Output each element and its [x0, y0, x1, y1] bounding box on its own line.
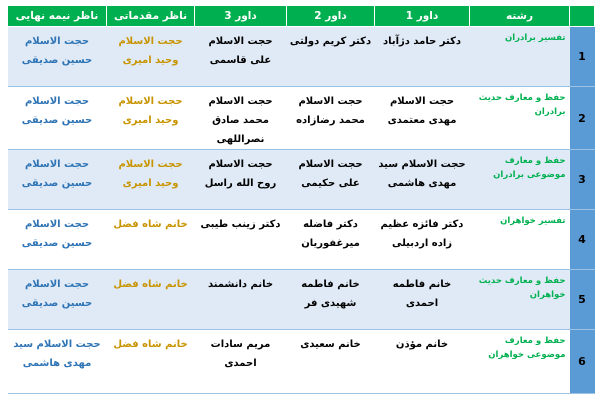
row-number: 3 — [570, 150, 595, 210]
row-number: 2 — [570, 87, 595, 150]
field-cell: حفظ و معارف حدیث خواهران — [470, 270, 570, 330]
judge3-cell: خانم دانشمند — [195, 270, 287, 330]
header-num — [570, 6, 595, 27]
judge3-cell: مریم سادات احمدی — [195, 330, 287, 394]
judge1-cell: حجت الاسلام سید مهدی هاشمی — [375, 150, 470, 210]
table-row — [8, 210, 595, 270]
semifinal-supervisor-cell: حجت الاسلام حسین صدیقی — [8, 210, 107, 270]
judge2-cell: خانم فاطمه شهیدی فر — [287, 270, 375, 330]
header-prelim-supervisor: ناظر مقدماتی — [107, 6, 195, 27]
field-cell: حفظ و معارف موضوعی برادران — [470, 150, 570, 210]
judge1-cell: خانم فاطمه احمدی — [375, 270, 470, 330]
semifinal-supervisor-cell: حجت الاسلام حسین صدیقی — [8, 150, 107, 210]
judge3-cell: دکتر زینب طیبی — [195, 210, 287, 270]
header-judge2: داور 2 — [287, 6, 375, 27]
header-semifinal-supervisor: ناظر نیمه نهایی — [8, 6, 107, 27]
judge1-cell: دکتر حامد دژآباد — [375, 27, 470, 87]
prelim-supervisor-cell: حجت الاسلام وحید امیری — [107, 87, 195, 150]
judge2-cell: حجت الاسلام محمد رضازاده — [287, 87, 375, 150]
header-judge1: داور 1 — [375, 6, 470, 27]
row-number: 6 — [570, 330, 595, 394]
judge2-cell: حجت الاسلام علی حکیمی — [287, 150, 375, 210]
field-cell: حفظ و معارف حدیث برادران — [470, 87, 570, 150]
row-number: 1 — [570, 27, 595, 87]
table-row — [8, 330, 595, 394]
prelim-supervisor-cell: خانم شاه فضل — [107, 330, 195, 394]
semifinal-supervisor-cell: حجت الاسلام سید مهدی هاشمی — [8, 330, 107, 394]
semifinal-supervisor-cell: حجت الاسلام حسین صدیقی — [8, 27, 107, 87]
row-number: 4 — [570, 210, 595, 270]
table-row — [8, 150, 595, 210]
field-cell: حفظ و معارف موضوعی خواهران — [470, 330, 570, 394]
judge3-cell: حجت الاسلام محمد صادق نصراللهی — [195, 87, 287, 150]
judge1-cell: خانم مؤذن — [375, 330, 470, 394]
row-number: 5 — [570, 270, 595, 330]
table-row — [8, 270, 595, 330]
semifinal-supervisor-cell: حجت الاسلام حسین صدیقی — [8, 270, 107, 330]
judge3-cell: حجت الاسلام روح الله راسل — [195, 150, 287, 210]
prelim-supervisor-cell: خانم شاه فضل — [107, 270, 195, 330]
judge3-cell: حجت الاسلام علی قاسمی — [195, 27, 287, 87]
field-cell: تفسیر برادران — [470, 27, 570, 87]
judge2-cell: دکتر فاضله میرغفوریان — [287, 210, 375, 270]
judge2-cell: خانم سعیدی — [287, 330, 375, 394]
header-judge3: داور 3 — [195, 6, 287, 27]
table-row — [8, 87, 595, 150]
judges-table — [7, 5, 595, 394]
judge1-cell: دکتر فائزه عظیم زاده اردبیلی — [375, 210, 470, 270]
header-field: رشته — [470, 6, 570, 27]
judge2-cell: دکتر کریم دولتی — [287, 27, 375, 87]
judge1-cell: حجت الاسلام مهدی معتمدی — [375, 87, 470, 150]
prelim-supervisor-cell: خانم شاه فضل — [107, 210, 195, 270]
table-row — [8, 27, 595, 87]
header-row — [8, 6, 595, 27]
field-cell: تفسیر خواهران — [470, 210, 570, 270]
semifinal-supervisor-cell: حجت الاسلام حسین صدیقی — [8, 87, 107, 150]
prelim-supervisor-cell: حجت الاسلام وحید امیری — [107, 27, 195, 87]
prelim-supervisor-cell: حجت الاسلام وحید امیری — [107, 150, 195, 210]
